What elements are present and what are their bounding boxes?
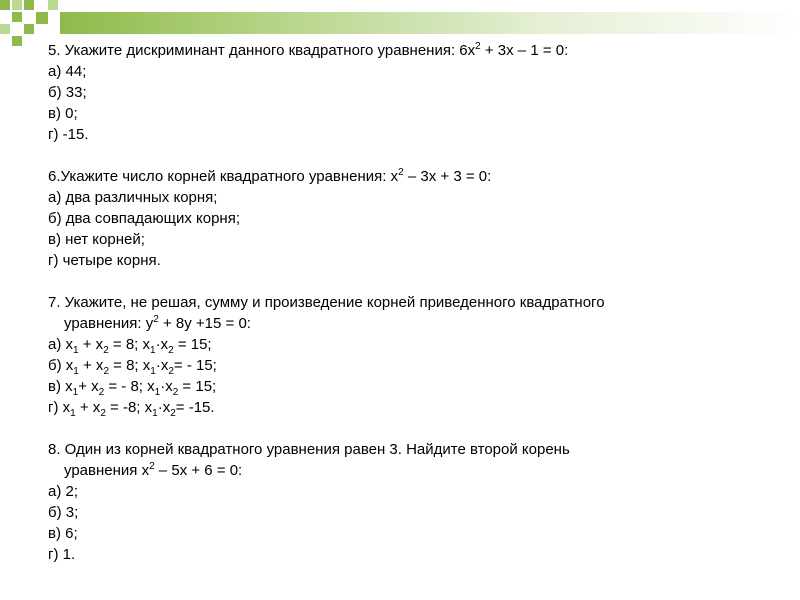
deco-square	[24, 0, 34, 10]
deco-square	[0, 0, 10, 10]
header-gradient-bar	[60, 12, 800, 34]
answer-option: г) $х_1 + х_2 = -8$; $х_1\cdot х_2= -15$.	[48, 399, 215, 419]
question-title-continued: уравнения: $у^2 + 8у +15 = 0$:	[64, 314, 251, 332]
answer-option: г) четыре корня.	[48, 252, 161, 269]
answer-option: а) два различных корня;	[48, 189, 218, 206]
deco-square	[12, 36, 22, 46]
answer-option: а) 44;	[48, 63, 87, 80]
answer-option: в) нет корней;	[48, 231, 145, 248]
answer-option: а) 2;	[48, 483, 79, 500]
question-title: 5. Укажите дискриминант данного квадратного уравнения: $6х^2 + 3х - 1 = 0$:	[48, 41, 569, 59]
deco-square	[0, 24, 10, 34]
answer-option: г) 1.	[48, 546, 76, 563]
question-6	[48, 166, 748, 271]
deco-square	[12, 0, 22, 10]
answer-option: а) $х_1 + х_2 = 8$; $х_1\cdot х_2 = 15$;	[48, 336, 212, 356]
answer-option: в) $х_1+ х_2$ = - 8; $х_1\cdot х_2 = 15$;	[48, 378, 217, 398]
question-title: 7. Укажите, не решая, сумму и произведение корней приведенного квадратного	[48, 294, 605, 311]
answer-option: г) -15.	[48, 126, 89, 143]
slide-content	[48, 40, 748, 565]
answer-option: б) 33;	[48, 84, 87, 101]
answer-option: б) 3;	[48, 504, 79, 521]
deco-square	[48, 0, 58, 10]
question-title-continued: уравнения $х^2 - 5х + 6 = 0$:	[64, 461, 243, 479]
answer-option: б) два совпадающих корня;	[48, 210, 240, 227]
answer-option: в) 0;	[48, 105, 78, 122]
answer-option: в) 6;	[48, 525, 78, 542]
question-5	[48, 40, 748, 145]
question-title: 8. Один из корней квадратного уравнения равен 3. Найдите второй корень	[48, 441, 570, 458]
question-8	[48, 439, 748, 565]
question-7	[48, 292, 748, 418]
answer-option: б) $х_1 + х_2 = 8$; $х_1\cdot х_2= - 15$;	[48, 357, 217, 377]
deco-square	[24, 24, 34, 34]
deco-square	[12, 12, 22, 22]
question-title: 6.Укажите число корней квадратного уравнения: $х^2 - 3х + 3 = 0$:	[48, 167, 492, 185]
deco-square	[36, 12, 48, 24]
